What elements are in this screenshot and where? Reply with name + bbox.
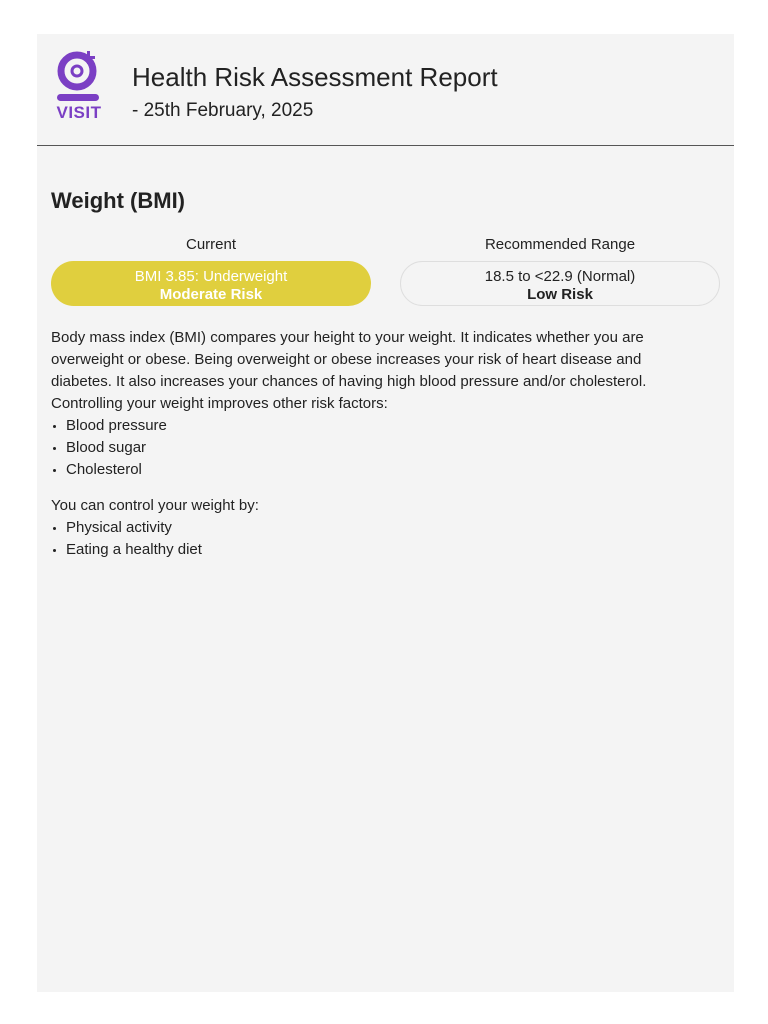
list-item: • Cholesterol <box>66 459 701 481</box>
recommended-label: Recommended Range <box>484 236 636 253</box>
report-date: - 25th February, 2025 <box>132 100 314 121</box>
visit-logo-icon <box>53 49 105 105</box>
current-label: Current <box>185 236 237 253</box>
bmi-description: Body mass index (BMI) compares your height to your weight. It indicates whether you are overweight or obese. Being overweight or obese increases your risk of heart disease and diabetes. It also increases your chances of having high blood pressure and/or cholesterol. Controlling your weight improves other risk factors: <box>51 329 647 412</box>
control-intro: You can control your weight by: <box>51 497 259 514</box>
current-risk-level: Moderate Risk <box>159 286 263 303</box>
recommended-range-value: 18.5 to <22.9 (Normal) <box>484 268 636 285</box>
logo-text: VISIT <box>56 103 102 122</box>
current-bmi-badge <box>51 261 371 306</box>
control-list <box>51 517 701 561</box>
risk-factors-list <box>51 415 701 481</box>
recommended-risk-level: Low Risk <box>527 286 593 303</box>
current-bmi-value: BMI 3.85: Underweight <box>134 268 288 285</box>
recommended-range-badge <box>400 261 720 306</box>
visit-logo <box>53 49 105 123</box>
page-title: Health Risk Assessment Report <box>132 62 498 92</box>
bmi-description-block <box>51 327 701 575</box>
section-title: Weight (BMI) <box>51 188 186 213</box>
report-header <box>37 34 734 146</box>
report-page <box>37 34 734 992</box>
list-item: • Blood pressure <box>66 415 701 437</box>
list-item: • Blood sugar <box>66 437 701 459</box>
list-item: • Physical activity <box>66 517 701 539</box>
list-item: • Eating a healthy diet <box>66 539 701 561</box>
